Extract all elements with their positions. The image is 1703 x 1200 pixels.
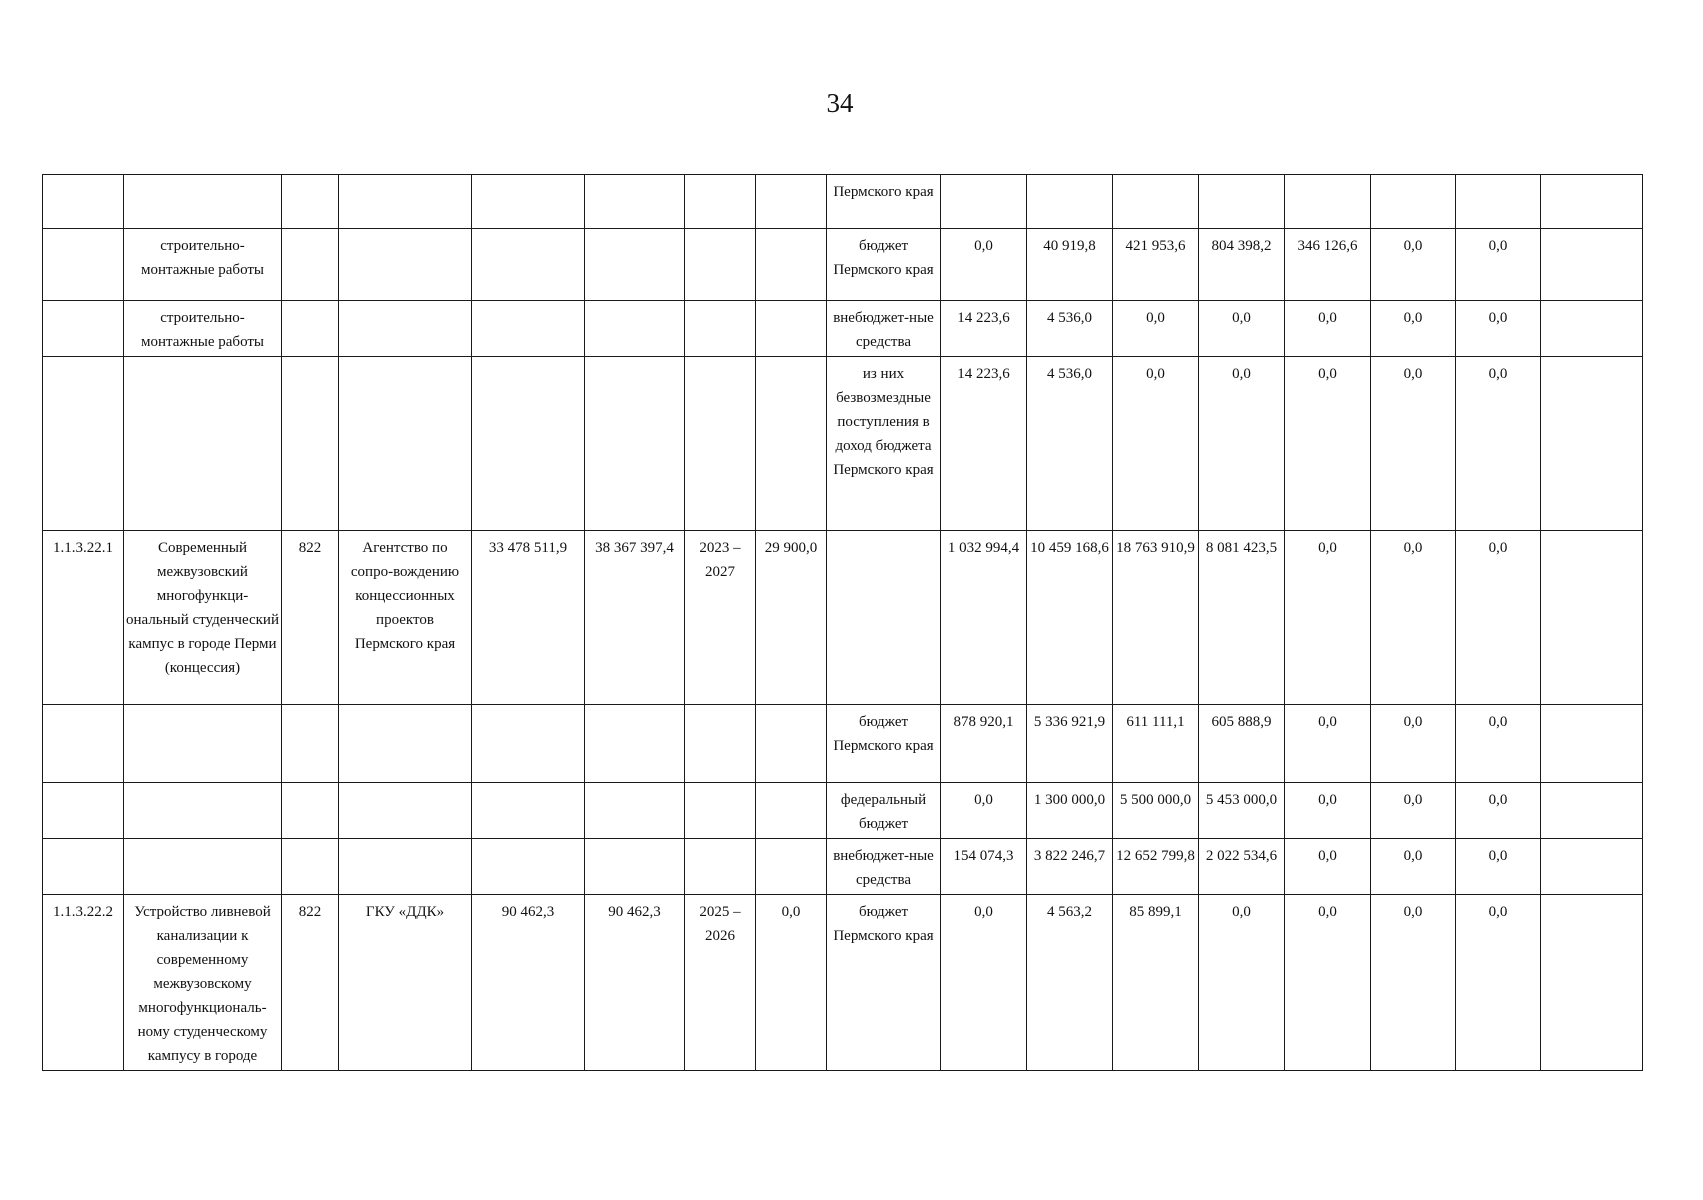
table-cell: бюджет Пермского края (827, 705, 941, 783)
table-cell: 0,0 (1371, 895, 1456, 1071)
table-cell (685, 357, 756, 531)
table-cell: 8 081 423,5 (1199, 531, 1285, 705)
table-cell (282, 229, 339, 301)
table-cell (472, 839, 585, 895)
table-cell: 0,0 (1285, 783, 1371, 839)
table-cell (585, 783, 685, 839)
table-cell: 90 462,3 (585, 895, 685, 1071)
table-cell (339, 175, 472, 229)
table-cell (685, 175, 756, 229)
table-cell: 38 367 397,4 (585, 531, 685, 705)
table-cell (685, 301, 756, 357)
table-cell (827, 531, 941, 705)
table-cell (756, 839, 827, 895)
table-cell: строительно-монтажные работы (124, 301, 282, 357)
table-cell (756, 175, 827, 229)
table-cell (339, 705, 472, 783)
table-cell: 0,0 (1456, 301, 1541, 357)
table-cell (585, 229, 685, 301)
table-cell: 822 (282, 895, 339, 1071)
table-cell: из них безвозмездные поступления в доход бюджета Пермского края (827, 357, 941, 531)
table-cell: 611 111,1 (1113, 705, 1199, 783)
table-cell: 1 300 000,0 (1027, 783, 1113, 839)
table-row (43, 783, 1643, 839)
table-cell (1541, 175, 1643, 229)
table-cell (282, 783, 339, 839)
table-cell: 29 900,0 (756, 531, 827, 705)
table-cell: строительно-монтажные работы (124, 229, 282, 301)
table-cell: 5 453 000,0 (1199, 783, 1285, 839)
table-cell: 2023 – 2027 (685, 531, 756, 705)
table-cell: 0,0 (1456, 357, 1541, 531)
table-cell (685, 705, 756, 783)
table-cell: 154 074,3 (941, 839, 1027, 895)
table-cell: 0,0 (1285, 531, 1371, 705)
table-cell (282, 301, 339, 357)
table-cell (124, 357, 282, 531)
table-cell: 4 563,2 (1027, 895, 1113, 1071)
table-cell: 822 (282, 531, 339, 705)
table-cell: Пермского края (827, 175, 941, 229)
table-cell: 40 919,8 (1027, 229, 1113, 301)
table-cell (282, 175, 339, 229)
table-cell (1285, 175, 1371, 229)
table-cell (339, 229, 472, 301)
table-cell (1371, 175, 1456, 229)
table-cell (43, 357, 124, 531)
table-row (43, 531, 1643, 705)
table-cell: 1.1.3.22.2 (43, 895, 124, 1071)
table-cell (43, 229, 124, 301)
table-cell: 5 500 000,0 (1113, 783, 1199, 839)
table-body (43, 175, 1643, 1071)
table-cell: 804 398,2 (1199, 229, 1285, 301)
table-cell (472, 175, 585, 229)
table-cell: 0,0 (1113, 357, 1199, 531)
table-cell (1541, 357, 1643, 531)
table-cell: 0,0 (1456, 229, 1541, 301)
table-cell: 421 953,6 (1113, 229, 1199, 301)
table-cell (756, 229, 827, 301)
table-cell: 33 478 511,9 (472, 531, 585, 705)
table-cell: внебюджет-ные средства (827, 301, 941, 357)
table-cell: бюджет Пермского края (827, 229, 941, 301)
table-cell: 2025 – 2026 (685, 895, 756, 1071)
table-cell (472, 705, 585, 783)
table-cell (472, 357, 585, 531)
page-number: 34 (826, 88, 854, 118)
table-cell (1113, 175, 1199, 229)
table-cell (282, 705, 339, 783)
table-cell (1541, 895, 1643, 1071)
table-row (43, 839, 1643, 895)
table-cell (339, 839, 472, 895)
table-cell (124, 175, 282, 229)
table-cell: 10 459 168,6 (1027, 531, 1113, 705)
table-row (43, 357, 1643, 531)
table-cell: Агентство по сопро-вождению концессионных проектов Пермского края (339, 531, 472, 705)
budget-table (42, 174, 1643, 1071)
table-cell (585, 357, 685, 531)
table-cell (124, 705, 282, 783)
table-cell (282, 839, 339, 895)
table-cell: федеральный бюджет (827, 783, 941, 839)
table-cell: 0,0 (1371, 839, 1456, 895)
table-cell (472, 229, 585, 301)
table-cell: 12 652 799,8 (1113, 839, 1199, 895)
table-cell: 1.1.3.22.1 (43, 531, 124, 705)
table-cell (339, 783, 472, 839)
table-cell (585, 301, 685, 357)
table-cell (1541, 839, 1643, 895)
table-cell (43, 839, 124, 895)
table-cell (282, 357, 339, 531)
table-cell (43, 705, 124, 783)
table-cell (756, 783, 827, 839)
table-cell (756, 705, 827, 783)
table-cell: 0,0 (1456, 705, 1541, 783)
table-cell: 0,0 (1199, 357, 1285, 531)
table-cell: 14 223,6 (941, 357, 1027, 531)
table-cell (1541, 301, 1643, 357)
table-cell: 14 223,6 (941, 301, 1027, 357)
table-cell (685, 839, 756, 895)
table-cell (1199, 175, 1285, 229)
table-cell: внебюджет-ные средства (827, 839, 941, 895)
table-cell: 85 899,1 (1113, 895, 1199, 1071)
table-cell: 4 536,0 (1027, 357, 1113, 531)
table-cell: 0,0 (756, 895, 827, 1071)
table-cell: 0,0 (1456, 783, 1541, 839)
table-cell (941, 175, 1027, 229)
table-cell: 0,0 (1456, 531, 1541, 705)
table-cell: 5 336 921,9 (1027, 705, 1113, 783)
table-cell: Устройство ливневой канализации к современному межвузовскому многофункциональ-ному студенческому кампусу в городе (124, 895, 282, 1071)
table-cell: 0,0 (1456, 895, 1541, 1071)
table-cell: 0,0 (941, 783, 1027, 839)
table-cell (124, 783, 282, 839)
table-cell (585, 839, 685, 895)
table-cell (585, 175, 685, 229)
table-cell: 0,0 (941, 895, 1027, 1071)
table-row (43, 895, 1643, 1071)
table-cell: 0,0 (1371, 531, 1456, 705)
table-row (43, 705, 1643, 783)
table-cell (339, 357, 472, 531)
table-cell (43, 783, 124, 839)
table-cell (1541, 783, 1643, 839)
table-cell (756, 301, 827, 357)
table-cell: 0,0 (1371, 705, 1456, 783)
table-cell: 0,0 (1371, 783, 1456, 839)
table-cell: Современный межвузовский многофункци-ональный студенческий кампус в городе Перми (концессия) (124, 531, 282, 705)
table-cell: 0,0 (1371, 229, 1456, 301)
table-cell (756, 357, 827, 531)
table-cell (585, 705, 685, 783)
table-cell: 90 462,3 (472, 895, 585, 1071)
table-cell: 0,0 (1285, 301, 1371, 357)
table-cell: 0,0 (1199, 301, 1285, 357)
table-cell (1541, 229, 1643, 301)
table-cell: 0,0 (1371, 357, 1456, 531)
table-cell: 2 022 534,6 (1199, 839, 1285, 895)
table-cell: 0,0 (1113, 301, 1199, 357)
table-cell: 0,0 (1285, 895, 1371, 1071)
table-cell (1541, 705, 1643, 783)
table-cell: 0,0 (1199, 895, 1285, 1071)
table-cell (685, 783, 756, 839)
table-cell (43, 301, 124, 357)
table-cell (472, 783, 585, 839)
table-cell: ГКУ «ДДК» (339, 895, 472, 1071)
table-cell: 605 888,9 (1199, 705, 1285, 783)
table-cell: 0,0 (1285, 705, 1371, 783)
table-cell: 878 920,1 (941, 705, 1027, 783)
table-cell: 1 032 994,4 (941, 531, 1027, 705)
table-cell (1541, 531, 1643, 705)
table-cell (472, 301, 585, 357)
table-row (43, 229, 1643, 301)
table-cell: 0,0 (1285, 839, 1371, 895)
table-row (43, 301, 1643, 357)
table-cell: 346 126,6 (1285, 229, 1371, 301)
table-cell (43, 175, 124, 229)
table-cell (124, 839, 282, 895)
table-cell: 18 763 910,9 (1113, 531, 1199, 705)
table-cell: 0,0 (1371, 301, 1456, 357)
table-cell (339, 301, 472, 357)
table-cell (1456, 175, 1541, 229)
table-row (43, 175, 1643, 229)
table-cell: 0,0 (1285, 357, 1371, 531)
table-cell: 0,0 (1456, 839, 1541, 895)
table-cell: бюджет Пермского края (827, 895, 941, 1071)
table-cell: 3 822 246,7 (1027, 839, 1113, 895)
table-cell: 0,0 (941, 229, 1027, 301)
table-cell (1027, 175, 1113, 229)
table-cell (685, 229, 756, 301)
table-cell: 4 536,0 (1027, 301, 1113, 357)
